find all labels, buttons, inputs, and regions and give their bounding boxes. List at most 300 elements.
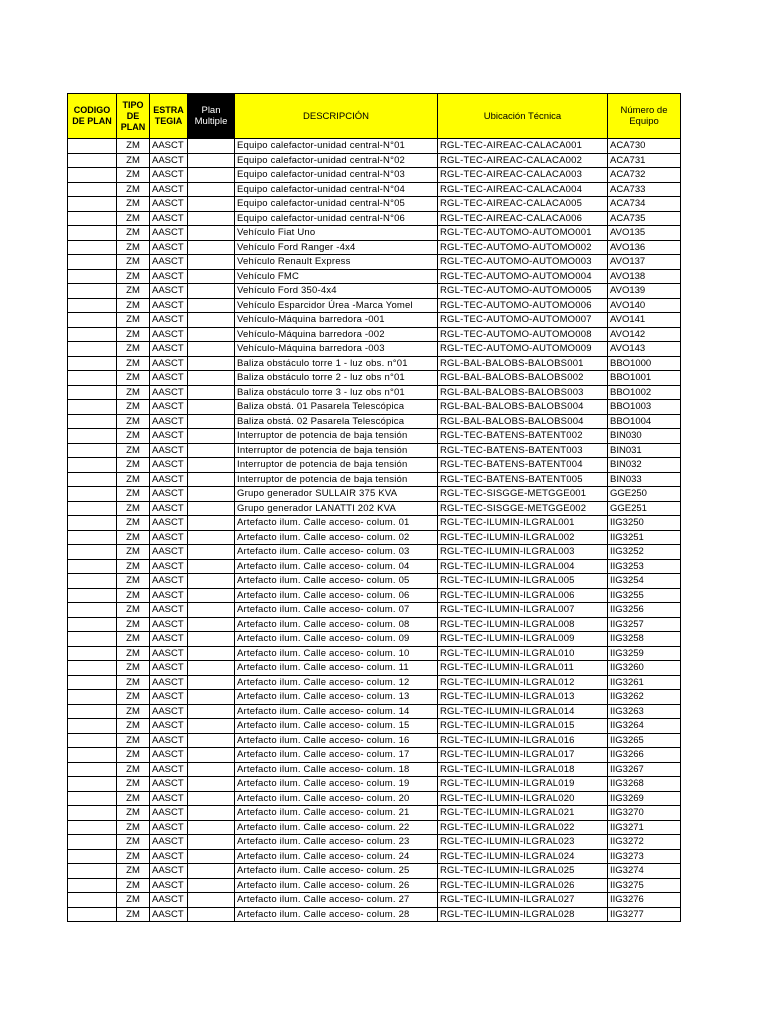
- cell-descripcion: Artefacto ilum. Calle acceso- colum. 05: [235, 574, 438, 589]
- cell-codigo-de-plan: [68, 748, 117, 763]
- table-row: [68, 617, 681, 632]
- cell-plan-multiple: [188, 791, 235, 806]
- cell-descripcion: Interruptor de potencia de baja tensión: [235, 472, 438, 487]
- cell-descripcion: Artefacto ilum. Calle acceso- colum. 01: [235, 516, 438, 531]
- cell-codigo-de-plan: [68, 777, 117, 792]
- cell-codigo-de-plan: [68, 226, 117, 241]
- cell-tipo-de-plan: ZM: [117, 864, 150, 879]
- cell-plan-multiple: [188, 356, 235, 371]
- cell-codigo-de-plan: [68, 646, 117, 661]
- cell-tipo-de-plan: ZM: [117, 414, 150, 429]
- table-row: [68, 820, 681, 835]
- cell-estrategia: AASCT: [150, 878, 188, 893]
- cell-tipo-de-plan: ZM: [117, 762, 150, 777]
- cell-numero-de-equipo: IIG3251: [608, 530, 681, 545]
- cell-codigo-de-plan: [68, 240, 117, 255]
- cell-ubicacion-tecnica: RGL-TEC-ILUMIN-ILGRAL006: [438, 588, 608, 603]
- cell-tipo-de-plan: ZM: [117, 400, 150, 415]
- cell-codigo-de-plan: [68, 762, 117, 777]
- cell-tipo-de-plan: ZM: [117, 182, 150, 197]
- table-row: [68, 197, 681, 212]
- cell-plan-multiple: [188, 501, 235, 516]
- cell-codigo-de-plan: [68, 632, 117, 647]
- cell-descripcion: Artefacto ilum. Calle acceso- colum. 26: [235, 878, 438, 893]
- cell-estrategia: AASCT: [150, 704, 188, 719]
- cell-descripcion: Baliza obstáculo torre 2 - luz obs n°01: [235, 371, 438, 386]
- cell-estrategia: AASCT: [150, 400, 188, 415]
- cell-ubicacion-tecnica: RGL-TEC-ILUMIN-ILGRAL028: [438, 907, 608, 922]
- cell-descripcion: Artefacto ilum. Calle acceso- colum. 22: [235, 820, 438, 835]
- table-row: [68, 356, 681, 371]
- cell-codigo-de-plan: [68, 168, 117, 183]
- cell-descripcion: Baliza obstáculo torre 3 - luz obs n°01: [235, 385, 438, 400]
- cell-descripcion: Baliza obstá. 02 Pasarela Telescópica: [235, 414, 438, 429]
- cell-tipo-de-plan: ZM: [117, 168, 150, 183]
- cell-tipo-de-plan: ZM: [117, 588, 150, 603]
- cell-ubicacion-tecnica: RGL-TEC-AUTOMO-AUTOMO004: [438, 269, 608, 284]
- cell-tipo-de-plan: ZM: [117, 704, 150, 719]
- cell-numero-de-equipo: IIG3270: [608, 806, 681, 821]
- cell-tipo-de-plan: ZM: [117, 516, 150, 531]
- cell-estrategia: AASCT: [150, 719, 188, 734]
- cell-numero-de-equipo: AVO141: [608, 313, 681, 328]
- cell-tipo-de-plan: ZM: [117, 893, 150, 908]
- cell-codigo-de-plan: [68, 704, 117, 719]
- cell-descripcion: Artefacto ilum. Calle acceso- colum. 07: [235, 603, 438, 618]
- cell-descripcion: Vehículo Renault Express: [235, 255, 438, 270]
- table-row: [68, 298, 681, 313]
- cell-codigo-de-plan: [68, 298, 117, 313]
- cell-estrategia: AASCT: [150, 559, 188, 574]
- cell-plan-multiple: [188, 820, 235, 835]
- cell-numero-de-equipo: BIN033: [608, 472, 681, 487]
- cell-tipo-de-plan: ZM: [117, 269, 150, 284]
- cell-descripcion: Equipo calefactor-unidad central-N°06: [235, 211, 438, 226]
- cell-numero-de-equipo: IIG3263: [608, 704, 681, 719]
- cell-descripcion: Equipo calefactor-unidad central-N°01: [235, 139, 438, 154]
- cell-plan-multiple: [188, 226, 235, 241]
- cell-numero-de-equipo: GGE251: [608, 501, 681, 516]
- cell-descripcion: Artefacto ilum. Calle acceso- colum. 21: [235, 806, 438, 821]
- cell-codigo-de-plan: [68, 255, 117, 270]
- cell-ubicacion-tecnica: RGL-TEC-ILUMIN-ILGRAL021: [438, 806, 608, 821]
- cell-numero-de-equipo: AVO137: [608, 255, 681, 270]
- cell-numero-de-equipo: BBO1004: [608, 414, 681, 429]
- cell-numero-de-equipo: IIG3257: [608, 617, 681, 632]
- cell-ubicacion-tecnica: RGL-TEC-ILUMIN-ILGRAL025: [438, 864, 608, 879]
- cell-tipo-de-plan: ZM: [117, 603, 150, 618]
- cell-estrategia: AASCT: [150, 646, 188, 661]
- cell-ubicacion-tecnica: RGL-TEC-BATENS-BATENT003: [438, 443, 608, 458]
- cell-estrategia: AASCT: [150, 632, 188, 647]
- cell-plan-multiple: [188, 704, 235, 719]
- cell-plan-multiple: [188, 472, 235, 487]
- cell-numero-de-equipo: IIG3266: [608, 748, 681, 763]
- cell-numero-de-equipo: BIN031: [608, 443, 681, 458]
- cell-plan-multiple: [188, 893, 235, 908]
- cell-codigo-de-plan: [68, 603, 117, 618]
- cell-tipo-de-plan: ZM: [117, 907, 150, 922]
- cell-tipo-de-plan: ZM: [117, 371, 150, 386]
- cell-plan-multiple: [188, 617, 235, 632]
- table-row: [68, 588, 681, 603]
- cell-numero-de-equipo: BIN032: [608, 458, 681, 473]
- cell-ubicacion-tecnica: RGL-TEC-AUTOMO-AUTOMO002: [438, 240, 608, 255]
- cell-estrategia: AASCT: [150, 733, 188, 748]
- table-row: [68, 646, 681, 661]
- cell-estrategia: AASCT: [150, 458, 188, 473]
- cell-descripcion: Artefacto ilum. Calle acceso- colum. 11: [235, 661, 438, 676]
- table-row: [68, 371, 681, 386]
- cell-plan-multiple: [188, 168, 235, 183]
- cell-ubicacion-tecnica: RGL-TEC-AUTOMO-AUTOMO007: [438, 313, 608, 328]
- cell-estrategia: AASCT: [150, 240, 188, 255]
- table-row: [68, 530, 681, 545]
- table-row: [68, 153, 681, 168]
- cell-codigo-de-plan: [68, 675, 117, 690]
- cell-plan-multiple: [188, 240, 235, 255]
- cell-ubicacion-tecnica: RGL-TEC-AIREAC-CALACA006: [438, 211, 608, 226]
- cell-ubicacion-tecnica: RGL-TEC-ILUMIN-ILGRAL026: [438, 878, 608, 893]
- cell-tipo-de-plan: ZM: [117, 617, 150, 632]
- cell-ubicacion-tecnica: RGL-TEC-ILUMIN-ILGRAL004: [438, 559, 608, 574]
- cell-estrategia: AASCT: [150, 791, 188, 806]
- cell-tipo-de-plan: ZM: [117, 226, 150, 241]
- cell-descripcion: Artefacto ilum. Calle acceso- colum. 17: [235, 748, 438, 763]
- cell-tipo-de-plan: ZM: [117, 139, 150, 154]
- cell-descripcion: Vehículo-Máquina barredora -001: [235, 313, 438, 328]
- cell-tipo-de-plan: ZM: [117, 458, 150, 473]
- cell-descripcion: Vehículo Ford 350-4x4: [235, 284, 438, 299]
- cell-plan-multiple: [188, 139, 235, 154]
- cell-ubicacion-tecnica: RGL-TEC-AUTOMO-AUTOMO001: [438, 226, 608, 241]
- cell-estrategia: AASCT: [150, 255, 188, 270]
- cell-descripcion: Artefacto ilum. Calle acceso- colum. 13: [235, 690, 438, 705]
- cell-plan-multiple: [188, 690, 235, 705]
- cell-codigo-de-plan: [68, 269, 117, 284]
- cell-estrategia: AASCT: [150, 472, 188, 487]
- cell-tipo-de-plan: ZM: [117, 675, 150, 690]
- cell-numero-de-equipo: IIG3271: [608, 820, 681, 835]
- cell-codigo-de-plan: [68, 878, 117, 893]
- cell-codigo-de-plan: [68, 835, 117, 850]
- cell-estrategia: AASCT: [150, 429, 188, 444]
- cell-tipo-de-plan: ZM: [117, 530, 150, 545]
- table-row: [68, 791, 681, 806]
- cell-ubicacion-tecnica: RGL-TEC-AIREAC-CALACA001: [438, 139, 608, 154]
- cell-plan-multiple: [188, 153, 235, 168]
- cell-plan-multiple: [188, 298, 235, 313]
- cell-tipo-de-plan: ZM: [117, 284, 150, 299]
- cell-codigo-de-plan: [68, 849, 117, 864]
- cell-codigo-de-plan: [68, 588, 117, 603]
- cell-descripcion: Artefacto ilum. Calle acceso- colum. 25: [235, 864, 438, 879]
- cell-tipo-de-plan: ZM: [117, 646, 150, 661]
- cell-numero-de-equipo: ACA731: [608, 153, 681, 168]
- cell-estrategia: AASCT: [150, 342, 188, 357]
- table-row: [68, 632, 681, 647]
- cell-plan-multiple: [188, 327, 235, 342]
- cell-numero-de-equipo: IIG3276: [608, 893, 681, 908]
- cell-codigo-de-plan: [68, 371, 117, 386]
- cell-ubicacion-tecnica: RGL-TEC-ILUMIN-ILGRAL002: [438, 530, 608, 545]
- cell-estrategia: AASCT: [150, 168, 188, 183]
- cell-descripcion: Artefacto ilum. Calle acceso- colum. 27: [235, 893, 438, 908]
- cell-codigo-de-plan: [68, 182, 117, 197]
- cell-numero-de-equipo: ACA730: [608, 139, 681, 154]
- cell-estrategia: AASCT: [150, 617, 188, 632]
- cell-plan-multiple: [188, 588, 235, 603]
- cell-descripcion: Artefacto ilum. Calle acceso- colum. 08: [235, 617, 438, 632]
- cell-plan-multiple: [188, 211, 235, 226]
- cell-codigo-de-plan: [68, 385, 117, 400]
- cell-estrategia: AASCT: [150, 661, 188, 676]
- table-row: [68, 400, 681, 415]
- header-estrategia: ESTRA TEGIA: [150, 94, 188, 139]
- table-row: [68, 139, 681, 154]
- cell-plan-multiple: [188, 777, 235, 792]
- table-row: [68, 893, 681, 908]
- cell-numero-de-equipo: IIG3260: [608, 661, 681, 676]
- table-row: [68, 385, 681, 400]
- table-row: [68, 849, 681, 864]
- cell-ubicacion-tecnica: RGL-TEC-SISGGE-METGGE001: [438, 487, 608, 502]
- cell-codigo-de-plan: [68, 791, 117, 806]
- cell-codigo-de-plan: [68, 443, 117, 458]
- cell-plan-multiple: [188, 603, 235, 618]
- cell-codigo-de-plan: [68, 690, 117, 705]
- cell-codigo-de-plan: [68, 574, 117, 589]
- cell-descripcion: Artefacto ilum. Calle acceso- colum. 28: [235, 907, 438, 922]
- cell-numero-de-equipo: BBO1001: [608, 371, 681, 386]
- cell-descripcion: Grupo generador SULLAIR 375 KVA: [235, 487, 438, 502]
- cell-numero-de-equipo: IIG3274: [608, 864, 681, 879]
- cell-codigo-de-plan: [68, 530, 117, 545]
- table-row: [68, 211, 681, 226]
- cell-ubicacion-tecnica: RGL-BAL-BALOBS-BALOBS003: [438, 385, 608, 400]
- header-codigo-de-plan: CODIGO DE PLAN: [68, 94, 117, 139]
- cell-plan-multiple: [188, 429, 235, 444]
- table-row: [68, 675, 681, 690]
- cell-ubicacion-tecnica: RGL-TEC-AUTOMO-AUTOMO006: [438, 298, 608, 313]
- cell-descripcion: Artefacto ilum. Calle acceso- colum. 24: [235, 849, 438, 864]
- cell-codigo-de-plan: [68, 153, 117, 168]
- cell-tipo-de-plan: ZM: [117, 429, 150, 444]
- cell-ubicacion-tecnica: RGL-TEC-ILUMIN-ILGRAL012: [438, 675, 608, 690]
- cell-codigo-de-plan: [68, 806, 117, 821]
- cell-estrategia: AASCT: [150, 298, 188, 313]
- cell-codigo-de-plan: [68, 893, 117, 908]
- cell-plan-multiple: [188, 284, 235, 299]
- cell-tipo-de-plan: ZM: [117, 632, 150, 647]
- cell-descripcion: Artefacto ilum. Calle acceso- colum. 04: [235, 559, 438, 574]
- cell-descripcion: Baliza obstáculo torre 1 - luz obs. n°01: [235, 356, 438, 371]
- cell-codigo-de-plan: [68, 414, 117, 429]
- cell-numero-de-equipo: IIG3269: [608, 791, 681, 806]
- cell-tipo-de-plan: ZM: [117, 385, 150, 400]
- cell-plan-multiple: [188, 487, 235, 502]
- cell-numero-de-equipo: BIN030: [608, 429, 681, 444]
- table-row: [68, 762, 681, 777]
- cell-descripcion: Artefacto ilum. Calle acceso- colum. 06: [235, 588, 438, 603]
- cell-numero-de-equipo: AVO138: [608, 269, 681, 284]
- cell-codigo-de-plan: [68, 458, 117, 473]
- cell-descripcion: Artefacto ilum. Calle acceso- colum. 12: [235, 675, 438, 690]
- cell-plan-multiple: [188, 443, 235, 458]
- table-row: [68, 443, 681, 458]
- cell-ubicacion-tecnica: RGL-BAL-BALOBS-BALOBS002: [438, 371, 608, 386]
- cell-ubicacion-tecnica: RGL-BAL-BALOBS-BALOBS004: [438, 400, 608, 415]
- table-row: [68, 559, 681, 574]
- cell-ubicacion-tecnica: RGL-TEC-ILUMIN-ILGRAL009: [438, 632, 608, 647]
- cell-ubicacion-tecnica: RGL-TEC-ILUMIN-ILGRAL024: [438, 849, 608, 864]
- cell-estrategia: AASCT: [150, 806, 188, 821]
- cell-codigo-de-plan: [68, 487, 117, 502]
- table-body: [68, 139, 681, 922]
- table-row: [68, 182, 681, 197]
- cell-estrategia: AASCT: [150, 849, 188, 864]
- cell-ubicacion-tecnica: RGL-TEC-AUTOMO-AUTOMO009: [438, 342, 608, 357]
- cell-estrategia: AASCT: [150, 313, 188, 328]
- cell-numero-de-equipo: IIG3267: [608, 762, 681, 777]
- cell-descripcion: Artefacto ilum. Calle acceso- colum. 09: [235, 632, 438, 647]
- cell-estrategia: AASCT: [150, 385, 188, 400]
- table-row: [68, 284, 681, 299]
- cell-numero-de-equipo: AVO140: [608, 298, 681, 313]
- cell-tipo-de-plan: ZM: [117, 835, 150, 850]
- table-row: [68, 458, 681, 473]
- cell-numero-de-equipo: IIG3255: [608, 588, 681, 603]
- table-row: [68, 878, 681, 893]
- table-row: [68, 907, 681, 922]
- cell-descripcion: Artefacto ilum. Calle acceso- colum. 23: [235, 835, 438, 850]
- cell-ubicacion-tecnica: RGL-TEC-ILUMIN-ILGRAL011: [438, 661, 608, 676]
- cell-estrategia: AASCT: [150, 820, 188, 835]
- cell-codigo-de-plan: [68, 719, 117, 734]
- cell-estrategia: AASCT: [150, 864, 188, 879]
- table-row: [68, 864, 681, 879]
- cell-plan-multiple: [188, 762, 235, 777]
- table-row: [68, 487, 681, 502]
- cell-descripcion: Artefacto ilum. Calle acceso- colum. 14: [235, 704, 438, 719]
- cell-ubicacion-tecnica: RGL-TEC-ILUMIN-ILGRAL023: [438, 835, 608, 850]
- cell-codigo-de-plan: [68, 907, 117, 922]
- cell-numero-de-equipo: IIG3261: [608, 675, 681, 690]
- cell-descripcion: Vehículo-Máquina barredora -002: [235, 327, 438, 342]
- table-row: [68, 269, 681, 284]
- cell-numero-de-equipo: IIG3252: [608, 545, 681, 560]
- cell-tipo-de-plan: ZM: [117, 356, 150, 371]
- cell-plan-multiple: [188, 748, 235, 763]
- cell-estrategia: AASCT: [150, 371, 188, 386]
- cell-tipo-de-plan: ZM: [117, 255, 150, 270]
- cell-ubicacion-tecnica: RGL-TEC-ILUMIN-ILGRAL010: [438, 646, 608, 661]
- cell-estrategia: AASCT: [150, 545, 188, 560]
- table-row: [68, 226, 681, 241]
- cell-plan-multiple: [188, 864, 235, 879]
- cell-plan-multiple: [188, 719, 235, 734]
- cell-plan-multiple: [188, 806, 235, 821]
- cell-descripcion: Artefacto ilum. Calle acceso- colum. 15: [235, 719, 438, 734]
- cell-ubicacion-tecnica: RGL-TEC-AIREAC-CALACA004: [438, 182, 608, 197]
- cell-estrategia: AASCT: [150, 197, 188, 212]
- cell-numero-de-equipo: ACA734: [608, 197, 681, 212]
- cell-plan-multiple: [188, 661, 235, 676]
- cell-ubicacion-tecnica: RGL-TEC-ILUMIN-ILGRAL015: [438, 719, 608, 734]
- cell-ubicacion-tecnica: RGL-TEC-ILUMIN-ILGRAL003: [438, 545, 608, 560]
- table-row: [68, 255, 681, 270]
- cell-codigo-de-plan: [68, 400, 117, 415]
- table-row: [68, 835, 681, 850]
- cell-plan-multiple: [188, 516, 235, 531]
- cell-descripcion: Interruptor de potencia de baja tensión: [235, 443, 438, 458]
- cell-ubicacion-tecnica: RGL-TEC-ILUMIN-ILGRAL001: [438, 516, 608, 531]
- table-row: [68, 690, 681, 705]
- cell-plan-multiple: [188, 907, 235, 922]
- table-row: [68, 661, 681, 676]
- cell-plan-multiple: [188, 878, 235, 893]
- cell-numero-de-equipo: BBO1002: [608, 385, 681, 400]
- cell-codigo-de-plan: [68, 313, 117, 328]
- cell-estrategia: AASCT: [150, 153, 188, 168]
- table-row: [68, 414, 681, 429]
- cell-estrategia: AASCT: [150, 501, 188, 516]
- cell-estrategia: AASCT: [150, 588, 188, 603]
- cell-descripcion: Vehículo Ford Ranger -4x4: [235, 240, 438, 255]
- cell-numero-de-equipo: AVO136: [608, 240, 681, 255]
- cell-codigo-de-plan: [68, 501, 117, 516]
- cell-estrategia: AASCT: [150, 748, 188, 763]
- table-row: [68, 516, 681, 531]
- cell-numero-de-equipo: IIG3250: [608, 516, 681, 531]
- cell-descripcion: Artefacto ilum. Calle acceso- colum. 18: [235, 762, 438, 777]
- table-row: [68, 168, 681, 183]
- cell-tipo-de-plan: ZM: [117, 153, 150, 168]
- cell-plan-multiple: [188, 385, 235, 400]
- cell-ubicacion-tecnica: RGL-TEC-AUTOMO-AUTOMO005: [438, 284, 608, 299]
- cell-descripcion: Artefacto ilum. Calle acceso- colum. 10: [235, 646, 438, 661]
- table-row: [68, 545, 681, 560]
- cell-descripcion: Vehículo Esparcidor Úrea -Marca Yomel: [235, 298, 438, 313]
- cell-tipo-de-plan: ZM: [117, 487, 150, 502]
- cell-numero-de-equipo: IIG3265: [608, 733, 681, 748]
- cell-numero-de-equipo: IIG3254: [608, 574, 681, 589]
- header-plan-multiple: Plan Multiple: [188, 94, 235, 139]
- cell-codigo-de-plan: [68, 472, 117, 487]
- cell-tipo-de-plan: ZM: [117, 313, 150, 328]
- cell-tipo-de-plan: ZM: [117, 240, 150, 255]
- cell-tipo-de-plan: ZM: [117, 690, 150, 705]
- cell-ubicacion-tecnica: RGL-TEC-ILUMIN-ILGRAL022: [438, 820, 608, 835]
- cell-estrategia: AASCT: [150, 675, 188, 690]
- cell-ubicacion-tecnica: RGL-TEC-ILUMIN-ILGRAL020: [438, 791, 608, 806]
- cell-numero-de-equipo: AVO143: [608, 342, 681, 357]
- cell-numero-de-equipo: AVO139: [608, 284, 681, 299]
- cell-numero-de-equipo: AVO142: [608, 327, 681, 342]
- cell-estrategia: AASCT: [150, 269, 188, 284]
- cell-plan-multiple: [188, 255, 235, 270]
- cell-plan-multiple: [188, 632, 235, 647]
- header-tipo-de-plan: TIPO DE PLAN: [117, 94, 150, 139]
- cell-estrategia: AASCT: [150, 762, 188, 777]
- cell-tipo-de-plan: ZM: [117, 574, 150, 589]
- cell-estrategia: AASCT: [150, 603, 188, 618]
- cell-codigo-de-plan: [68, 559, 117, 574]
- cell-tipo-de-plan: ZM: [117, 748, 150, 763]
- cell-descripcion: Artefacto ilum. Calle acceso- colum. 19: [235, 777, 438, 792]
- cell-descripcion: Artefacto ilum. Calle acceso- colum. 02: [235, 530, 438, 545]
- cell-numero-de-equipo: ACA732: [608, 168, 681, 183]
